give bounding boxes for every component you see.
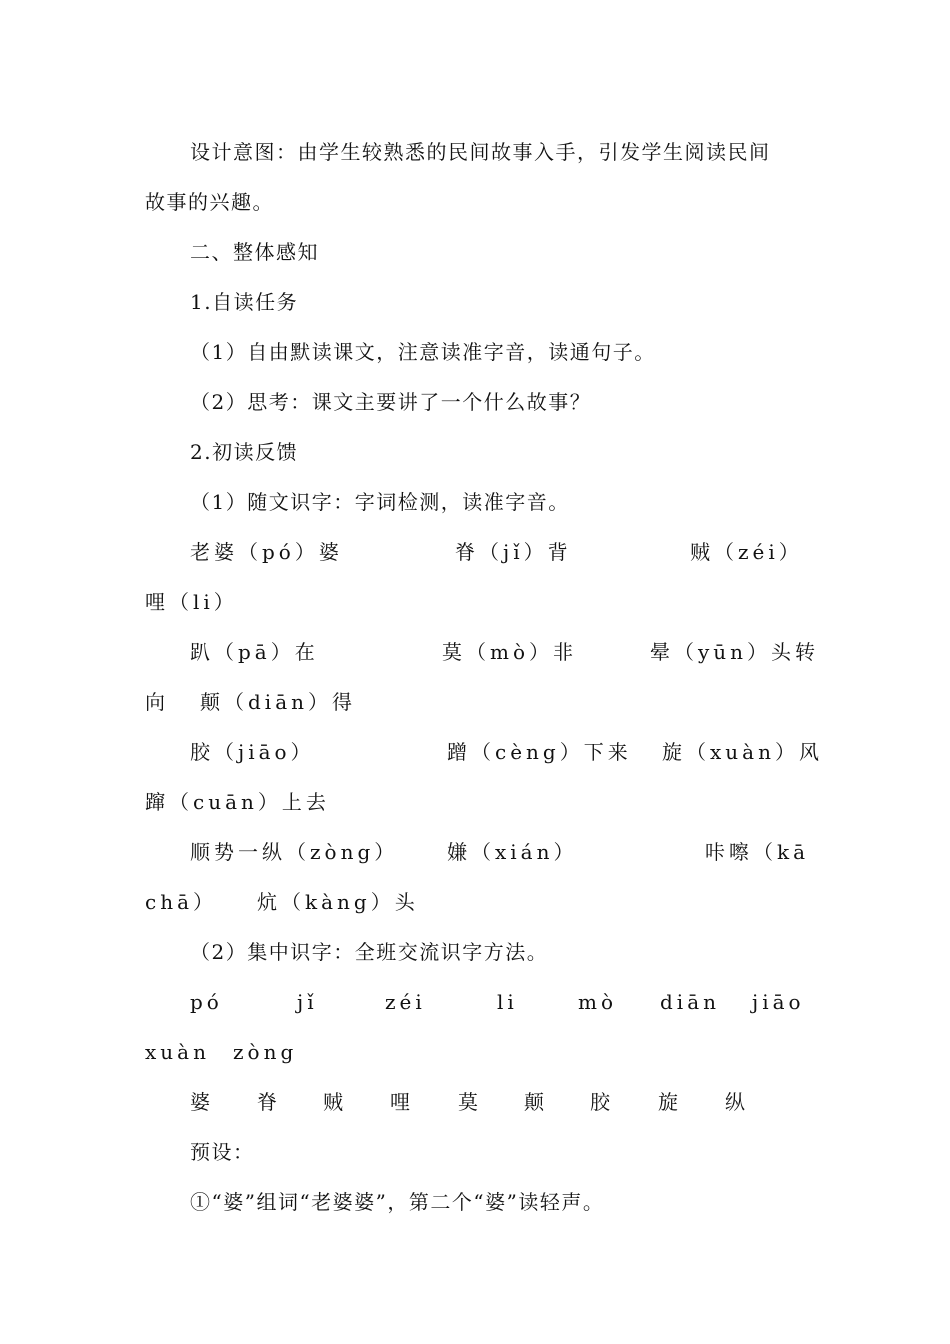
pinyin-item: zéi [385,990,426,1014]
design-intent-line-1: 设计意图：由学生较熟悉的民间故事入手，引发学生阅读民间 [190,140,771,164]
self-reading-task-1: （1）自由默读课文，注意读准字音，读通句子。 [190,340,656,364]
pinyin-item: li [497,990,518,1014]
pinyin-item: jiāo [752,990,805,1014]
character-item: 婆 [190,1090,212,1114]
vocab-item: 贼（zéi） [690,540,803,564]
design-intent-line-2: 故事的兴趣。 [145,190,274,214]
vocab-item: 蹭（cèng）下来 [447,740,632,764]
vocab-item: 炕（kàng）头 [257,890,419,914]
vocab-item: 脊（jǐ）背 [455,540,572,564]
vocab-item: chā） [145,890,218,914]
vocab-item: 哩（li） [145,590,238,614]
pinyin-item: mò [578,990,618,1014]
feedback-item-2: （2）集中识字：全班交流识字方法。 [190,940,549,964]
pinyin-item: diān [660,990,721,1014]
character-item: 莫 [458,1090,480,1114]
vocab-item: 晕（yūn）头转 [650,640,820,664]
vocab-item: 胶（jiāo） [190,740,315,764]
feedback-item-1: （1）随文识字：字词检测，读准字音。 [190,490,570,514]
vocab-item: 老婆（pó）婆 [190,540,343,564]
vocab-item: 咔嚓（kā [705,840,810,864]
first-reading-feedback-title: 2.初读反馈 [190,440,299,464]
character-item: 脊 [257,1090,279,1114]
self-reading-task-2: （2）思考：课文主要讲了一个什么故事？ [190,390,592,414]
pinyin-item: pó [190,990,223,1014]
character-item: 贼 [323,1090,345,1114]
vocab-item: 趴（pā）在 [190,640,319,664]
vocab-item: 蹿（cuān）上去 [145,790,330,814]
vocab-item: 向 [145,690,169,714]
character-item: 旋 [658,1090,680,1114]
character-item: 哩 [390,1090,412,1114]
pinyin-item: xuàn [145,1040,210,1064]
character-item: 纵 [725,1090,747,1114]
pinyin-item: zòng [233,1040,298,1064]
preset-item-1: ①“婆”组词“老婆婆”，第二个“婆”读轻声。 [190,1190,605,1214]
vocab-item: 旋（xuàn）风 [662,740,823,764]
vocab-item: 嫌（xián） [447,840,578,864]
vocab-item: 莫（mò）非 [442,640,578,664]
character-item: 颠 [524,1090,546,1114]
vocab-item: 颠（diān）得 [200,690,357,714]
self-reading-task-title: 1.自读任务 [190,290,299,314]
character-item: 胶 [590,1090,612,1114]
pinyin-item: jǐ [297,990,318,1014]
section-heading-overall-perception: 二、整体感知 [190,240,319,264]
vocab-item: 顺势一纵（zòng） [190,840,399,864]
preset-label: 预设： [190,1140,255,1164]
